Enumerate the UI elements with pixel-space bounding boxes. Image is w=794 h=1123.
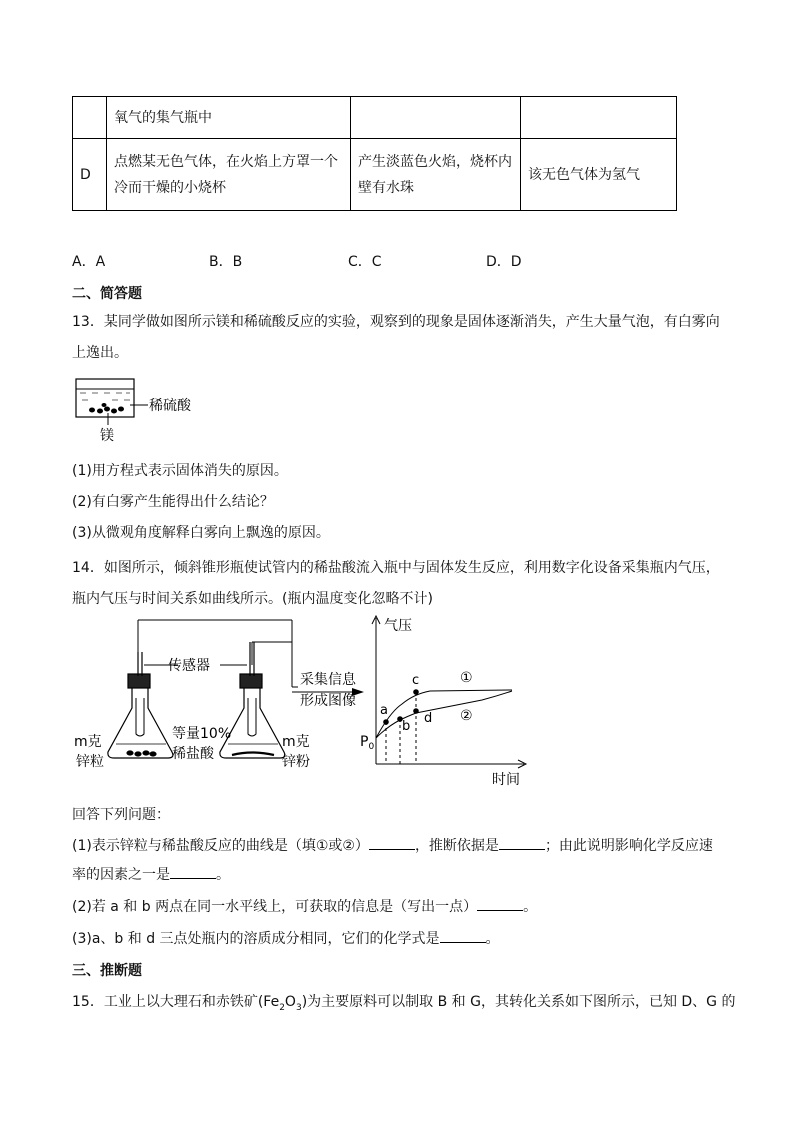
collect-label-1: 采集信息	[300, 672, 356, 688]
section-heading-3: 三、推断题	[72, 963, 142, 979]
y-axis-label: 气压	[384, 618, 412, 634]
question-14-part-3: (3)a、b 和 d 三点处瓶内的溶质成分相同，它们的化学式是 。	[72, 928, 500, 948]
pressure-graph	[372, 616, 526, 768]
x-axis-label: 时间	[492, 772, 520, 788]
point-d-label: d	[424, 711, 433, 726]
question-13-part-2: (2)有白雾产生能得出什么结论？	[72, 494, 274, 510]
question-15-stem: 15．工业上以大理石和赤铁矿$(Fe_2O_3)$为主要原料可以制取 B 和 G，其转化关系如下图所示，已知 D、G 的	[72, 994, 736, 1013]
choice-c[interactable]: C．C	[348, 254, 382, 270]
acid-amount-label: 等量10%	[172, 726, 232, 742]
curve-1-label: ①	[460, 670, 473, 686]
phenomenon-cell	[351, 97, 521, 139]
acid-name-label: 稀盐酸	[172, 746, 214, 762]
question-14-part-2: (2)若 a 和 b 两点在同一水平线上，可获取的信息是（写出一点） 。	[72, 896, 537, 916]
answer-blank[interactable]	[170, 864, 216, 879]
answer-blank[interactable]	[369, 835, 415, 850]
point-d	[413, 708, 419, 714]
acid-label: 稀硫酸	[149, 398, 191, 414]
conclusion-cell	[521, 97, 677, 139]
question-13-part-1: (1)用方程式表示固体消失的原因。	[72, 463, 288, 479]
question-14-part-1: (1)表示锌粒与稀盐酸反应的曲线是（填①或②） ，推断依据是 ；由此说明影响化学反应速	[72, 835, 713, 855]
choice-a[interactable]: A．A	[72, 254, 106, 270]
left-mass-label: m克	[74, 734, 102, 750]
right-mass-label: m克	[282, 734, 310, 750]
choice-d[interactable]: D．D	[486, 254, 522, 270]
left-solid-label: 锌粒	[76, 754, 104, 770]
table-row	[73, 97, 677, 139]
metal-label: 镁	[100, 428, 114, 444]
curve-2	[376, 691, 512, 738]
choice-b[interactable]: B．B	[209, 254, 243, 270]
point-c-label: c	[412, 673, 420, 688]
curve-2-label: ②	[460, 708, 473, 724]
answer-blank[interactable]	[499, 835, 545, 850]
left-flask	[108, 652, 173, 758]
answer-blank[interactable]	[477, 896, 523, 911]
point-c	[413, 689, 419, 695]
pressure-experiment-figure	[72, 612, 532, 792]
beaker-figure	[72, 375, 202, 445]
p0-label: $P_0$	[360, 734, 375, 752]
question-14-stem: 14．如图所示，倾斜锥形瓶使试管内的稀盐酸流入瓶中与固体发生反应，利用数字化设备采集瓶内气压，瓶内气压与时间关系如曲线所示。(瓶内温度变化忽略不计)	[72, 560, 720, 607]
operation-cell: 氧气的集气瓶中	[107, 97, 351, 139]
answer-intro: 回答下列问题：	[72, 807, 170, 823]
point-a	[383, 719, 389, 725]
question-14-part-1-cont: 率的因素之一是 。	[72, 864, 230, 884]
right-solid-label: 锌粉	[282, 754, 310, 770]
point-b-label: b	[402, 719, 411, 734]
row-label	[73, 97, 107, 139]
magnesium-pieces	[89, 403, 124, 414]
beaker	[76, 379, 134, 417]
sensor-label: 传感器	[168, 658, 210, 674]
phenomenon-cell: 产生淡蓝色火焰，烧杯内壁有水珠	[351, 139, 521, 211]
conclusion-cell: 该无色气体为氢气	[521, 139, 677, 211]
experiment-table	[72, 96, 677, 211]
table-row	[73, 139, 677, 211]
collect-label-2: 形成图像	[300, 693, 356, 709]
operation-cell: 点燃某无色气体，在火焰上方罩一个冷而干燥的小烧杯	[107, 139, 351, 211]
row-label: D	[73, 139, 107, 211]
point-a-label: a	[380, 703, 388, 718]
question-13-stem: 13．某同学做如图所示镁和稀硫酸反应的实验，观察到的现象是固体逐渐消失，产生大量气泡，有白雾向上逸出。	[72, 314, 720, 361]
sensor-wires	[138, 620, 298, 687]
question-13-part-3: (3)从微观角度解释白雾向上飘逸的原因。	[72, 525, 330, 541]
answer-blank[interactable]	[440, 928, 486, 943]
section-heading-2: 二、简答题	[72, 286, 142, 302]
